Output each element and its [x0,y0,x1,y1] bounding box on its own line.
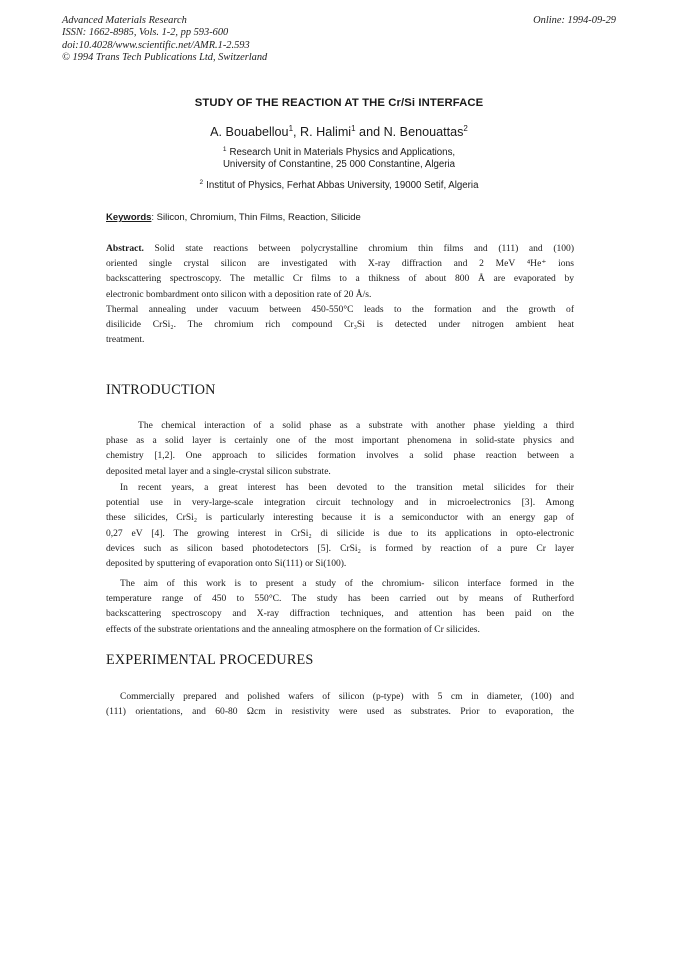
intro-paragraph-2 [106,480,574,571]
keywords-text: : Silicon, Chromium, Thin Films, Reaction, Silicide [151,212,361,223]
doi-line: doi:10.4028/www.scientific.net/AMR.1-2.593 [62,39,250,51]
text-line: backscattering spectroscopy and X-ray diffraction techniques, and attention has been paid on the [106,608,574,620]
section-heading-introduction: INTRODUCTION [106,382,216,398]
abstract-line: electronic bombardment onto silicon with a deposition rate of 20 Å/s. [106,288,372,300]
text-line: Commercially prepared and polished wafers of silicon (p-type) with 5 cm in diameter, (100) and [120,691,574,702]
abstract-line: oriented single crystal silicon are investigated with X-ray diffraction and 2 MeV ⁴He⁺ ions [106,258,574,270]
text-line: deposited by sputtering of evaporation onto Si(111) or Si(100). [106,558,347,570]
text-line: potential use in very-large-scale integration circuit technology and in microelectronics [3]. Among [106,497,574,509]
affiliation-mark: 2 [463,124,468,133]
affiliation-2 [0,177,678,192]
keywords [106,212,576,223]
text-line: In recent years, a great interest has been devoted to the transition metal silicides for their [120,482,574,493]
affiliation-mark: 1 [288,124,294,133]
text-line: (111) orientations, and 60-80 Ωcm in resistivity were used as substrates. Prior to evaporation, the [106,706,574,718]
keywords-label: Keywords [106,212,152,223]
affiliation-1 [0,144,678,172]
author-name: A. Bouabellou [210,125,289,139]
text-line: deposited metal layer and a single-crystal silicon substrate. [106,465,331,477]
author-separator: and [355,125,384,139]
affiliation-mark: 2 [199,179,204,186]
affiliation-text: University of Constantine, 25 000 Constantine, Algeria [222,159,456,171]
text-line: The chemical interaction of a solid phase as a substrate with another phase yielding a third [138,420,574,431]
text-line: 0,27 eV [4]. The growing interest in CrSi₂ di silicide is due to its applications in opto-electronic [106,527,574,539]
affiliation-mark: 1 [351,124,356,133]
intro-paragraph-1 [106,418,574,479]
author-name: R. Halimi [300,125,352,139]
abstract-line: backscattering spectroscopy. The metallic Cr films to a thikness of about 800 Å are evaporated by [106,273,574,285]
abstract-line: disilicide CrSi₂. The chromium rich compound Cr₃Si is detected under nitrogen ambient heat [106,319,574,331]
text-line: The aim of this work is to present a study of the chromium- silicon interface formed in the [120,578,574,589]
author-list [0,124,678,139]
experimental-paragraph-1 [106,689,574,719]
copyright-line: © 1994 Trans Tech Publications Ltd, Switzerland [62,52,268,64]
citation-header [62,15,482,65]
text-line: effects of the substrate orientations and the annealing atmosphere on the formation of Cr silicides. [106,623,480,635]
author-name: N. Benouattas [383,125,464,139]
text-line: temperature range of 450 to 550°C. The study has been carried out by means of Rutherford [106,593,574,605]
affiliation-mark: 1 [222,146,227,153]
journal-name: Advanced Materials Research [62,15,187,26]
text-line: devices such as silicon based photodetectors [5]. CrSi₂ is formed by reaction of a pure Cr layer [106,542,574,554]
text-line: these silicides, CrSi₂ is particularly interesting because it is a semiconductor with an energy gap of [106,512,574,524]
abstract-line: treatment. [106,334,145,346]
abstract-line: Thermal annealing under vacuum between 450-550°C leads to the formation and the growth of [106,303,574,315]
issn-line: ISSN: 1662-8985, Vols. 1-2, pp 593-600 [62,27,229,39]
text-line: chemistry [1,2]. One approach to silicides formation involves a solid phase reaction between a [106,450,574,462]
paper-title: STUDY OF THE REACTION AT THE Cr/Si INTERFACE [194,97,484,109]
abstract-label: Abstract. [106,243,144,254]
abstract-line: Abstract. Solid state reactions between polycrystalline chromium thin films and (111) and (100) [106,243,574,254]
text-line: phase as a solid layer is certainly one of the most important phenomena in solid-state physics and [106,435,574,447]
affiliation-text: Institut of Physics, Ferhat Abbas University, 19000 Setif, Algeria [206,180,479,191]
section-heading-experimental: EXPERIMENTAL PROCEDURES [106,652,314,668]
abstract [106,241,574,347]
affiliation-text: Research Unit in Materials Physics and Applications, [229,147,456,158]
author-separator: , [293,125,301,139]
intro-paragraph-3 [106,576,574,637]
online-date: Online: 1994-09-29 [533,15,616,26]
